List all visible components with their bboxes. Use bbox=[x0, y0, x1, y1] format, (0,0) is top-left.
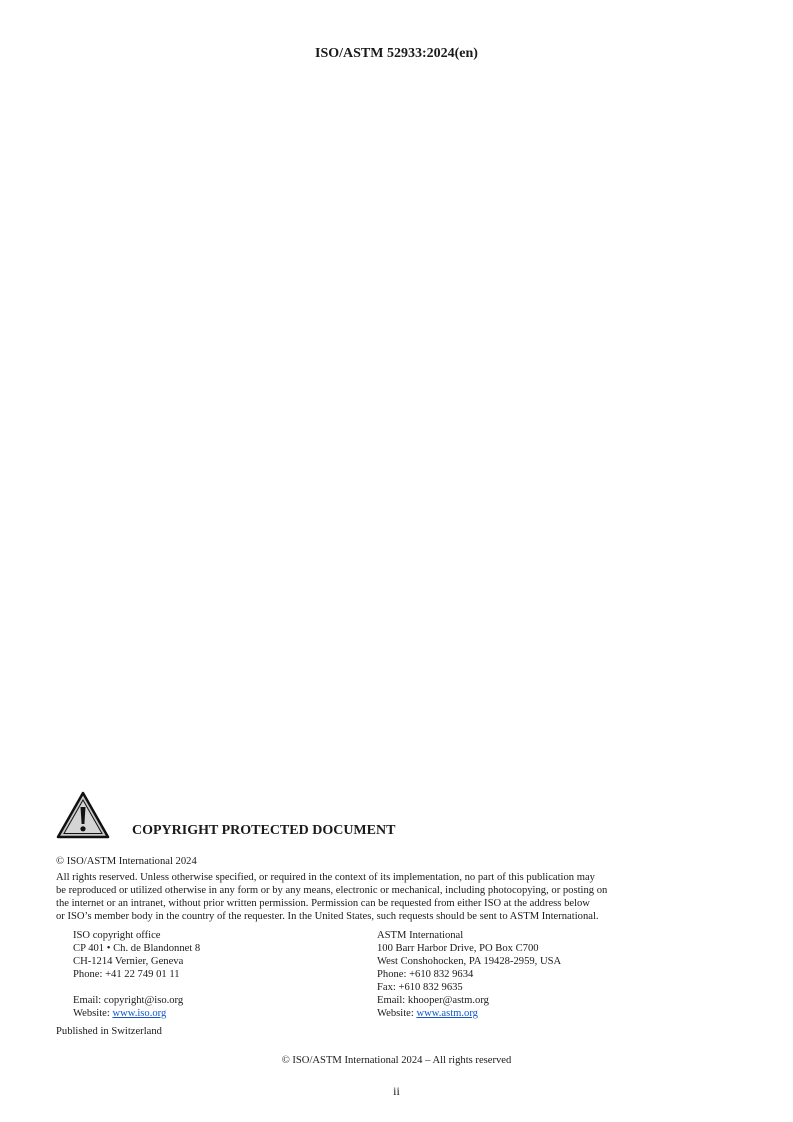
iso-address-line1: CP 401 • Ch. de Blandonnet 8 bbox=[73, 943, 201, 954]
page-number: ii bbox=[393, 1084, 400, 1098]
astm-phone: Phone: +610 832 9634 bbox=[377, 969, 474, 980]
copyright-notice-title: COPYRIGHT PROTECTED DOCUMENT bbox=[132, 823, 396, 838]
document-header-title: ISO/ASTM 52933:2024(en) bbox=[315, 46, 478, 61]
iso-website-label: Website: bbox=[73, 1008, 113, 1019]
astm-website bbox=[377, 1007, 561, 1020]
astm-name: ASTM International bbox=[377, 930, 464, 941]
rights-line: be reproduced or utilized otherwise in any form or by any means, electronic or mechanical, including photocopying, or posting on bbox=[56, 885, 608, 896]
copyright-line: © ISO/ASTM International 2024 bbox=[56, 856, 197, 867]
astm-email: Email: khooper@astm.org bbox=[377, 995, 489, 1006]
astm-address-line2: West Conshohocken, PA 19428-2959, USA bbox=[377, 956, 562, 967]
published-location: Published in Switzerland bbox=[56, 1026, 162, 1037]
footer-copyright: © ISO/ASTM International 2024 – All rights reserved bbox=[281, 1055, 512, 1066]
rights-line: or ISO’s member body in the country of the requester. In the United States, such requests should be sent to ASTM International. bbox=[56, 911, 599, 922]
astm-website-label: Website: bbox=[377, 1008, 417, 1019]
iso-office-name: ISO copyright office bbox=[73, 930, 161, 941]
iso-phone: Phone: +41 22 749 01 11 bbox=[73, 969, 180, 980]
astm-fax: Fax: +610 832 9635 bbox=[377, 982, 463, 993]
rights-line: the internet or an intranet, without prior written permission. Permission can be requested from either ISO at the address below bbox=[56, 898, 590, 909]
iso-website-link[interactable]: www.iso.org bbox=[112, 1008, 167, 1019]
rights-line: All rights reserved. Unless otherwise specified, or required in the context of its implementation, no part of this publication may bbox=[56, 872, 595, 883]
rights-paragraph bbox=[56, 871, 716, 923]
astm-website-link[interactable]: www.astm.org bbox=[416, 1008, 478, 1019]
iso-email: Email: copyright@iso.org bbox=[73, 995, 184, 1006]
iso-address-line2: CH-1214 Vernier, Geneva bbox=[73, 956, 184, 967]
astm-address-line1: 100 Barr Harbor Drive, PO Box C700 bbox=[377, 943, 539, 954]
iso-website bbox=[73, 1007, 200, 1020]
astm-address-block bbox=[377, 929, 561, 1020]
iso-address-block bbox=[73, 929, 200, 1020]
warning-triangle-icon bbox=[56, 791, 110, 839]
